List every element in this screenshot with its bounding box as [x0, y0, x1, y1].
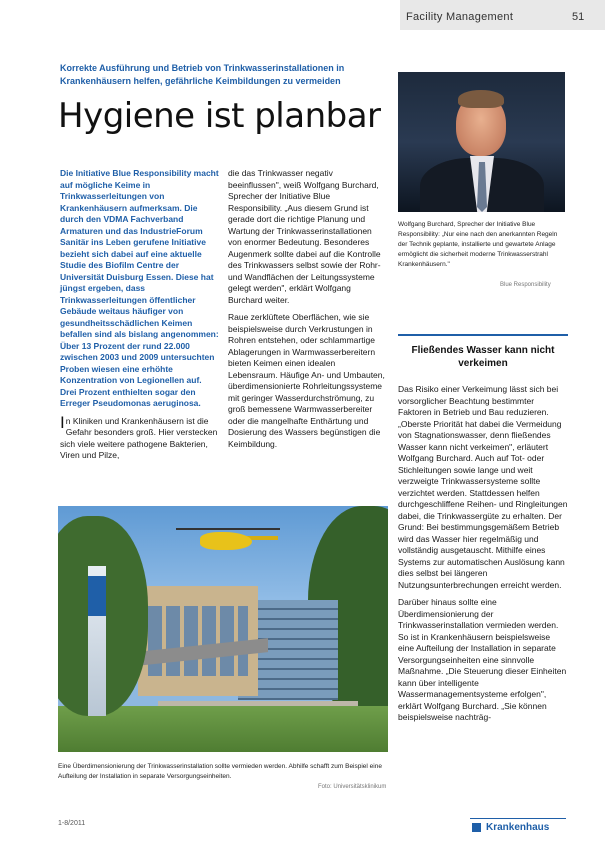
photo-caption: Eine Überdimensionierung der Trinkwasserinstallation sollte vermieden werden. Abhilfe schafft zum Beispiel eine Aufteilung der Installation in separate Versorgungseinheiten. — [58, 763, 382, 780]
box-heading: Fließendes Wasser kann nicht verkeimen — [411, 345, 555, 369]
hospital-photo — [58, 506, 388, 752]
portrait-credit: Blue Responsibility — [500, 282, 551, 288]
photo-credit: Foto: Universitätsklinikum — [318, 784, 387, 790]
footer-divider — [470, 818, 566, 819]
drop-cap: I — [60, 412, 65, 432]
page-number: 51 — [572, 11, 585, 23]
column-2 — [228, 168, 386, 456]
helicopter-image — [200, 532, 252, 550]
magazine-brand: Krankenhaus — [486, 822, 550, 833]
body-text: n Kliniken und Krankenhäusern ist die Gefahr besonders groß. Hier verstecken sich viele weitere pathogene Bakterien, Viren und Pilze, — [60, 415, 218, 460]
body-paragraph: die das Trinkwasser negativ beeinflussen", weiß Wolfgang Burchard, Sprecher der Initiative Blue Responsibility. „Aus diesem Grund ist gerade dort die richtige Planung und Wartung der Trinkwasserinstallationen von enormer Bedeutung. Besonderes Augenmerk sollte dabei auf die Kontrolle des Trinkwassers selbst sowie der Rohr- und Wandflächen der Leitungssysteme gelegt werden", erklärt Wolfgang Burchard weiter. — [228, 168, 381, 305]
body-paragraph: Raue zerklüftete Oberflächen, wie sie beispielsweise durch Verkrustungen in Rohren entstehen, oder schlammartige Ablagerungen in Warmwasserbereitern bieten Keimen einen idealen Lebensraum. Häufige An- und Umbauten, überdimensionierte Rohrleitungssysteme mit geringer Wasserdurchströmung, zu groß bemessene Warmwasserbereiter oder die mangelhafte Enthärtung und Dosierung des Wassers begünstigen die Keimbildung. — [228, 312, 385, 449]
portrait-caption: Wolfgang Burchard, Sprecher der Initiative Blue Responsibility: „Nur eine nach den anerkannten Regeln der Technik geplante, installierte und gewartete Anlage ermöglicht die sicherheit moderne Trinkwasserstrahl Krankenhäusern." — [398, 221, 558, 268]
body-paragraph — [60, 412, 220, 462]
article-subtitle: Korrekte Ausführung und Betrieb von Trinkwasserinstallationen in Krankenhäusern helfen, gefährliche Keimbildungen zu vermeiden — [60, 63, 345, 86]
box-divider — [398, 334, 568, 336]
issue-label: 1-8/2011 — [58, 820, 86, 827]
portrait-photo — [398, 72, 565, 212]
body-paragraph: Das Risiko einer Verkeimung lässt sich bei vorsorglicher Beachtung bestimmter Faktoren in Betrieb und Bau reduzieren. „Oberste Priorität hat dabei die Vermeidung von Stagnationswasser, denn fließendes Wasser kann nicht verkeimen", erläutert Wolfgang Burchard. Auch auf Tot- oder Stichleitungen sowie lange und weit verzweigte Trinkwassersysteme sollte verzichtet werden. Stattdessen helfen durchgeschliffene Reihen- und Ringleitungen dabei, die Trinkwassergüte zu erhalten. Der Grund: Bei bestimmungsgemäßem Betrieb wird das Wasser hier regelmäßig und vollständig ausgetauscht. Mithilfe eines Systems zur automatischen Auslösung kann dies selbst bei längeren Nutzungsunterbrechungen erreicht werden. — [398, 384, 568, 590]
column-1 — [60, 168, 220, 468]
body-paragraph: Darüber hinaus sollte eine Überdimensionierung der Trinkwasserinstallation vermieden werden. So ist in Krankenhäusern beispielsweise eine Aufteilung der Installation in separate Versorgungseinheiten eine sinnvolle Maßnahme. „Die Steuerung dieser Einheiten kann über intelligente Wassermanagementsysteme erfolgen", erklärt Wolfgang Burchard. „Sie können beispielsweise nachträg- — [398, 597, 567, 722]
lead-paragraph: Die Initiative Blue Responsibility macht auf mögliche Keime in Trinkwasserleitungen von Krankenhäusern aufmerksam. Die durch den VDMA Fachverband Armaturen und das IndustrieForum Sanitär ins Leben gerufene Initiative bezieht sich dabei auf eine aktuelle Studie des Biofilm Centre der Universität Duisburg Essen. Diese hat jüngst ergeben, dass Trinkwasserleitungen öffentlicher Gebäude weitaus häufiger von gesundheitsschädlichen Keimen befallen sind als bislang angenommen: Über 13 Prozent der rund 22.000 zwischen 2003 und 2009 untersuchten Proben wiesen eine erhöhte Konzentration von Legionellen auf. Drei Prozent enthielten sogar den Erreger Pseudomonas aeruginosa. — [60, 168, 219, 408]
article-title: Hygiene ist planbar — [58, 96, 381, 136]
section-label: Facility Management — [406, 11, 514, 23]
brand-mark-icon — [472, 823, 481, 832]
column-3 — [398, 384, 568, 730]
